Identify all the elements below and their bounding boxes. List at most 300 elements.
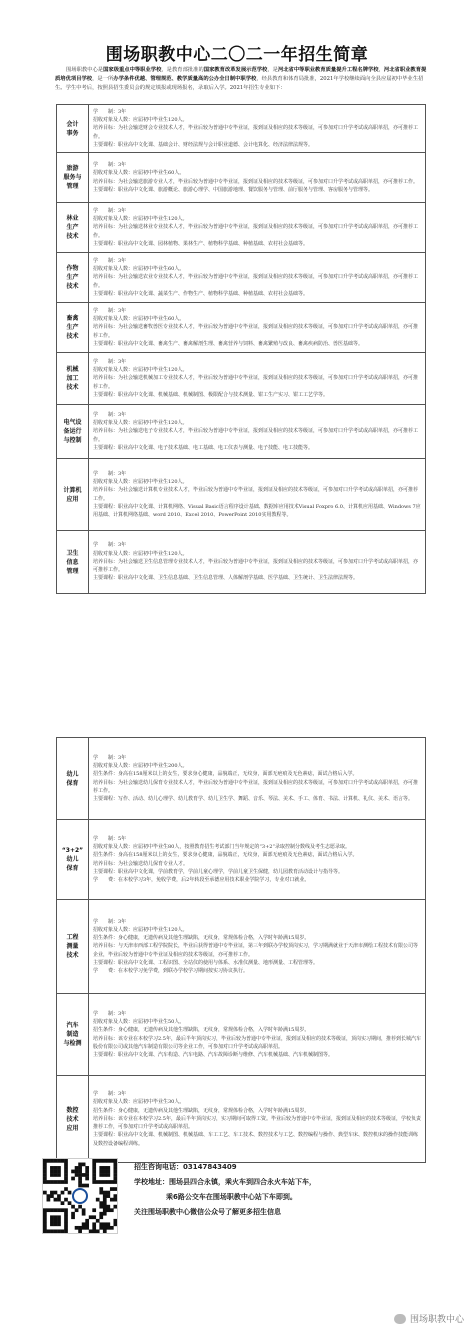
- major-detail-line: 培养目标：为社会输送电子专业技术人才，毕业后较为普通中专毕业证，报到证及相应的技术等级证，可参加对口升学考试或高职单招，亦可推荐工作。: [93, 428, 419, 443]
- qr-module: [57, 1173, 61, 1177]
- major-detail-line: 主要课程：职业高中文化课、基础会计、财经法规与会计职业道德、会计电算化、经济法律法规等。: [93, 141, 314, 148]
- qr-code-image: [42, 1158, 118, 1234]
- major-detail-line: 招生条件：身心健康，无遗传病及其他生理缺陷，无纹身，常规体检合格，入学时年龄满15周岁。: [93, 1107, 310, 1114]
- wechat-watermark: [394, 1312, 464, 1325]
- qr-module: [89, 1215, 93, 1219]
- qr-module: [110, 1159, 114, 1163]
- qr-module: [106, 1173, 110, 1177]
- qr-module: [85, 1226, 89, 1230]
- major-detail-line: 学 制：3年: [93, 108, 127, 115]
- major-detail-line: 培养目标：为社会输送财会专业技术人才，毕业后较为普通中专毕业证，报到证及相应的技术等级证，可参加对口升学考试或高职单招，亦可推荐工作。: [93, 125, 419, 140]
- qr-module: [96, 1159, 100, 1163]
- qr-module: [92, 1180, 96, 1184]
- qr-module: [99, 1187, 103, 1191]
- qr-module: [64, 1180, 68, 1184]
- major-name: 数控 技术 应用: [57, 1076, 89, 1162]
- qr-module: [64, 1219, 68, 1223]
- qr-module: [64, 1163, 68, 1167]
- major-detail-line: 培养目标：为社会输送幼儿保育专业人才。: [93, 860, 189, 867]
- major-details: [89, 353, 425, 404]
- qr-module: [47, 1198, 51, 1202]
- major-name: “3+2” 幼儿 保育: [57, 820, 89, 899]
- qr-module: [61, 1180, 65, 1184]
- qr-module: [50, 1215, 54, 1219]
- qr-module: [113, 1205, 117, 1209]
- qr-module: [92, 1215, 96, 1219]
- major-details: [89, 459, 425, 530]
- major-detail-line: 招收对象及人数：应届初中毕业生120人。: [93, 926, 188, 933]
- qr-module: [54, 1219, 58, 1223]
- intro-text: 围场职教中心是: [66, 67, 104, 73]
- qr-module: [57, 1229, 61, 1233]
- major-row: [57, 738, 425, 820]
- qr-module: [43, 1226, 47, 1230]
- qr-module: [89, 1229, 93, 1233]
- qr-module: [85, 1184, 89, 1188]
- qr-module: [92, 1173, 96, 1177]
- qr-module: [57, 1159, 61, 1163]
- qr-module: [82, 1208, 86, 1212]
- qr-module: [61, 1229, 65, 1233]
- qr-module: [92, 1163, 96, 1167]
- major-name: 幼儿 保育: [57, 738, 89, 819]
- major-details: [89, 994, 425, 1075]
- qr-module: [43, 1212, 47, 1216]
- major-row: [57, 820, 425, 900]
- major-detail-line: 主要课程：职业高中文化课、工程识图、全站仪的使用与体系、水准仪测量、地形测量、工程管理等。: [93, 959, 319, 966]
- major-row: [57, 105, 425, 153]
- major-detail-line: 学 制：3年: [93, 257, 127, 264]
- intro-highlight: 办学条件优越、管理规范、教学质量高的公办全日制中职学校: [113, 76, 257, 82]
- major-detail-line: 主要课程：职业高中文化课、卫生信息基础、卫生信息管理、人体解剖学基础、医学基础、卫生统计、卫生法律法规等。: [93, 575, 359, 582]
- intro-highlight: 河北省职业教育提质培优项目学校: [55, 67, 427, 82]
- major-detail-line: 培养目标：为社会输送畜牧兽医专业技术人才，毕业后较为普通中专毕业证，报到证及相应的技术等级证，可参加对口升学考试或高职单招，亦可推荐工作。: [93, 324, 419, 339]
- major-details: [89, 738, 425, 819]
- major-row: [57, 303, 425, 353]
- qr-module: [64, 1198, 68, 1202]
- qr-module: [78, 1205, 82, 1209]
- qr-module: [78, 1180, 82, 1184]
- qr-module: [106, 1170, 110, 1174]
- qr-module: [92, 1229, 96, 1233]
- qr-module: [54, 1180, 58, 1184]
- qr-module: [64, 1215, 68, 1219]
- major-detail-line: 招收对象及人数：应届初中毕业生120人。: [93, 216, 188, 223]
- qr-module: [50, 1159, 54, 1163]
- qr-module: [103, 1194, 107, 1198]
- qr-module: [57, 1219, 61, 1223]
- qr-module: [64, 1159, 68, 1163]
- major-row: [57, 405, 425, 459]
- qr-module: [50, 1173, 54, 1177]
- major-details: [89, 820, 425, 899]
- major-detail-line: 招收对象及人数：应届初中毕业生120人。: [93, 550, 188, 557]
- major-detail-line: 招收对象及人数：应届初中毕业生60人。: [93, 316, 185, 323]
- major-detail-line: 招生条件：身心健康，无遗传病及其他生理缺陷，无纹身，常规体检合格，入学时年龄满15周岁。: [93, 1027, 310, 1034]
- qr-module: [57, 1194, 61, 1198]
- major-detail-line: 主要课程：职业高中文化课、旅游概论、旅游心理学、中国旅游地理、餐饮服务与管理、前厅服务与管理、客房服务与管理等。: [93, 186, 374, 193]
- major-details: [89, 153, 425, 202]
- qr-module: [103, 1222, 107, 1226]
- qr-module: [99, 1173, 103, 1177]
- qr-module: [110, 1208, 114, 1212]
- qr-module: [103, 1159, 107, 1163]
- page-title: 围场职教中心二〇二一年招生简章: [105, 45, 369, 65]
- qr-module: [68, 1201, 72, 1205]
- majors-table-primary: [56, 104, 426, 594]
- qr-module: [110, 1180, 114, 1184]
- major-detail-line: 主要课程：职业高中文化课、机械基础、机械制图、极限配合与技术测量、钳工生产实习、钳工工艺学等。: [93, 391, 329, 398]
- school-logo-icon: [73, 1189, 87, 1203]
- major-name: 计算机 应用: [57, 459, 89, 530]
- qr-module: [92, 1208, 96, 1212]
- qr-module: [54, 1159, 58, 1163]
- major-detail-line: 学 制：3年: [93, 358, 127, 365]
- major-details: [89, 531, 425, 593]
- qr-module: [85, 1219, 89, 1223]
- qr-module: [78, 1184, 82, 1188]
- hotline-text: 招生咨询电话：03147843409: [134, 1163, 237, 1171]
- qr-module: [54, 1166, 58, 1170]
- qr-module: [43, 1177, 47, 1181]
- qr-module: [96, 1219, 100, 1223]
- major-details: [89, 303, 425, 352]
- qr-module: [82, 1173, 86, 1177]
- qr-module: [99, 1191, 103, 1195]
- qr-module: [103, 1208, 107, 1212]
- intro-highlight: 河北省中等职业教育质量提升工程名牌学校: [277, 67, 379, 73]
- qr-module: [47, 1159, 51, 1163]
- qr-module: [82, 1184, 86, 1188]
- major-detail-line: 学 制：3年: [93, 754, 127, 761]
- intro-paragraph: [55, 66, 427, 93]
- qr-module: [106, 1191, 110, 1195]
- major-details: [89, 405, 425, 458]
- major-detail-line: 招收对象及人数：应届初中毕业生50人。: [93, 1019, 185, 1026]
- major-detail-line: 学 制：3年: [93, 162, 127, 169]
- qr-module: [82, 1212, 86, 1216]
- major-row: [57, 900, 425, 994]
- intro-highlight: 国家教育改革发展示范学校: [203, 67, 268, 73]
- qr-module: [92, 1159, 96, 1163]
- qr-module: [106, 1205, 110, 1209]
- major-name: 机械 加工 技术: [57, 353, 89, 404]
- qr-module: [71, 1170, 75, 1174]
- qr-module: [43, 1215, 47, 1219]
- major-detail-line: 主要课程：职业高中文化课、汽车构造、汽车电路、汽车故障诊断与维修、汽车机械基础、汽车机械制图等。: [93, 1051, 334, 1058]
- major-detail-line: 培养目标：为社会输送幼儿保育专业技术人才，毕业后较为普通中专毕业证，报到证及相应的技术等级证，可参加对口升学考试或高职单招，亦可推荐工作。: [93, 779, 419, 794]
- major-details: [89, 900, 425, 993]
- major-detail-line: 招收对象及人数：应届初中毕业生60人。: [93, 170, 185, 177]
- qr-module: [50, 1222, 54, 1226]
- qr-module: [61, 1201, 65, 1205]
- major-row: [57, 203, 425, 253]
- qr-module: [103, 1191, 107, 1195]
- major-row: [57, 531, 425, 593]
- qr-module: [96, 1198, 100, 1202]
- major-name: 旅游 服务与 管理: [57, 153, 89, 202]
- qr-module: [78, 1166, 82, 1170]
- qr-module: [78, 1226, 82, 1230]
- major-name: 会计 事务: [57, 105, 89, 152]
- qr-module: [110, 1187, 114, 1191]
- qr-module: [85, 1173, 89, 1177]
- qr-module: [64, 1177, 68, 1181]
- qr-module: [113, 1166, 117, 1170]
- qr-module: [82, 1163, 86, 1167]
- major-name: 工程 测量 技术: [57, 900, 89, 993]
- qr-module: [103, 1212, 107, 1216]
- qr-module: [68, 1191, 72, 1195]
- qr-module: [50, 1229, 54, 1233]
- qr-module: [64, 1173, 68, 1177]
- major-detail-line: 培养目标：为社会输送计算机专业技术人才，毕业后较为普通中专毕业证，报到证及相应的技术等级证，可参加对口升学考试或高职单招，亦可推荐工作。: [93, 487, 419, 502]
- qr-module: [54, 1198, 58, 1202]
- qr-module: [92, 1177, 96, 1181]
- qr-module: [103, 1226, 107, 1230]
- major-detail-line: 主要课程：职业高中文化课、机械制图、机械基础、车工工艺、车工技术、数控技术与工艺、数控编程与操作、典型车床、数控机床的操作技能训练及数控设备编程训练。: [93, 1132, 419, 1147]
- major-detail-line: 学 制：5年: [93, 835, 127, 842]
- qr-module: [106, 1159, 110, 1163]
- qr-module: [103, 1229, 107, 1233]
- qr-module: [78, 1170, 82, 1174]
- qr-module: [57, 1198, 61, 1202]
- qr-module: [54, 1208, 58, 1212]
- qr-module: [96, 1180, 100, 1184]
- qr-module: [64, 1187, 68, 1191]
- major-detail-line: 招收对象及人数：应届初中毕业生120人。: [93, 420, 188, 427]
- major-row: [57, 153, 425, 203]
- qr-module: [43, 1163, 47, 1167]
- qr-module: [43, 1219, 47, 1223]
- qr-module: [75, 1226, 79, 1230]
- qr-module: [85, 1222, 89, 1226]
- major-detail-line: 招收对象及人数：应届初中毕业生60人。: [93, 266, 185, 273]
- qr-module: [113, 1198, 117, 1202]
- qr-module: [113, 1159, 117, 1163]
- major-detail-line: 主要课程：职业高中文化课、电子技术基础、电工基础、电工仪表与测量、电子技能、电工技能等。: [93, 444, 314, 451]
- major-detail-line: 主要课程：写作、活动、幼儿心理学、幼儿教育学、幼儿卫生学、舞蹈、音乐、琴法、美术、手工、体育、书法、计算机、礼仪、美术、语言等。: [93, 795, 414, 802]
- major-detail-line: 培养目标：为社会输送卫生信息管理专业技术人才，毕业后较为普通中专毕业证，报到证及相应的技术等级证，可参加对口升学考试或高职单招，亦可推荐工作。: [93, 558, 419, 574]
- qr-module: [103, 1173, 107, 1177]
- qr-module: [99, 1226, 103, 1230]
- major-detail-line: 招生条件：身高在158厘米以上的女生，要求身心健康，品貌端正，无纹身，面部无疤痕及无色素痣，面试合格后入学。: [93, 771, 358, 778]
- major-detail-line: 主要课程：职业高中文化课、计算机网络、Visual Basic语言程序设计基础、数据库应用技术Visual Foxpro 6.0、计算机应用基础、Windows 7应用基础、计算机网络基础、word 2010、Excel 2010、PowerPoint 2010实用教程等。: [93, 503, 421, 518]
- follow-text: 关注围场职教中心微信公众号了解更多招生信息: [134, 1208, 281, 1216]
- qr-module: [96, 1229, 100, 1233]
- qr-module: [78, 1163, 82, 1167]
- qr-module: [78, 1173, 82, 1177]
- qr-module: [54, 1215, 58, 1219]
- qr-module: [64, 1212, 68, 1216]
- major-details: [89, 105, 425, 152]
- qr-module: [71, 1177, 75, 1181]
- qr-module: [106, 1180, 110, 1184]
- qr-module: [82, 1222, 86, 1226]
- qr-module: [113, 1173, 117, 1177]
- major-detail-line: 招收对象及人数：应届初中毕业生30人。: [93, 1099, 185, 1106]
- qr-module: [103, 1180, 107, 1184]
- intro-text: ，: [378, 67, 384, 73]
- intro-text: ，经县教育和体育局批准，2021年学校继续面向全县应届初中毕业生招生。学生中考后，按照县招生委员会的规定填报或现场报名，录取后入学。2021年招生专业如下：: [55, 76, 424, 91]
- qr-module: [47, 1180, 51, 1184]
- qr-module: [113, 1177, 117, 1181]
- major-detail-line: 学 制：3年: [93, 207, 127, 214]
- qr-module: [106, 1222, 110, 1226]
- qr-module: [99, 1201, 103, 1205]
- qr-module: [103, 1170, 107, 1174]
- qr-module: [106, 1194, 110, 1198]
- qr-module: [99, 1205, 103, 1209]
- qr-module: [57, 1208, 61, 1212]
- qr-module: [64, 1222, 68, 1226]
- qr-module: [99, 1166, 103, 1170]
- footer: [0, 1140, 474, 1260]
- qr-module: [75, 1173, 79, 1177]
- qr-module: [99, 1212, 103, 1216]
- major-detail-line: 学 制：3年: [93, 411, 127, 418]
- major-row: [57, 353, 425, 405]
- major-row: [57, 459, 425, 531]
- major-name: 电气设 备运行 与控制: [57, 405, 89, 458]
- qr-module: [113, 1222, 117, 1226]
- major-detail-line: 培养目标：为社会输送林业专业技术人才，毕业后较为普通中专毕业证，报到证及相应的技术等级证，可参加对口升学考试或高职单招，亦可推荐工作。: [93, 224, 419, 239]
- major-detail-line: 主要课程：职业高中文化课、蔬菜生产、作物生产、植物科学基础、种植基础、农村社会基础等。: [93, 290, 309, 297]
- qr-module: [75, 1166, 79, 1170]
- qr-module: [43, 1166, 47, 1170]
- qr-module: [85, 1177, 89, 1181]
- qr-module: [103, 1205, 107, 1209]
- qr-module: [78, 1229, 82, 1233]
- qr-module: [57, 1222, 61, 1226]
- qr-module: [57, 1170, 61, 1174]
- major-detail-line: 招生条件：身高在158厘米以上的女生，要求身心健康，品貌端正，无纹身，面部无疤痕及无色素痣，面试合格后入学。: [93, 852, 358, 859]
- qr-module: [113, 1219, 117, 1223]
- major-detail-line: 培养目标：为社会输送机械加工专业技术人才，毕业后较为普通中专毕业证，报到证及相应的技术等级证，可参加对口升学考试或高职单招，亦可推荐工作。: [93, 375, 419, 390]
- qr-module: [43, 1191, 47, 1195]
- address-text: 学校地址：围场县四合永镇，乘火车到四合永火车站下车，: [134, 1178, 316, 1186]
- qr-module: [82, 1226, 86, 1230]
- qr-module: [110, 1226, 114, 1230]
- qr-module: [85, 1166, 89, 1170]
- qr-module: [106, 1166, 110, 1170]
- contact-info: [134, 1160, 444, 1220]
- major-row: [57, 994, 425, 1076]
- intro-text: ，是教育部批准的: [161, 67, 204, 73]
- qr-module: [92, 1166, 96, 1170]
- qr-module: [47, 1194, 51, 1198]
- qr-module: [110, 1198, 114, 1202]
- qr-module: [50, 1194, 54, 1198]
- major-row: [57, 253, 425, 303]
- qr-module: [103, 1201, 107, 1205]
- qr-module: [92, 1222, 96, 1226]
- qr-module: [61, 1191, 65, 1195]
- qr-module: [99, 1170, 103, 1174]
- major-detail-line: 培养目标：该专业在本校学习2.5年，最后半年顶岗实习，实习期间可取得工资。毕业后较为普通中专毕业证，报到证及相应的技术等级证，学校负责推荐工作，可参加对口升学考试或高职单招。: [93, 1115, 421, 1131]
- qr-module: [64, 1208, 68, 1212]
- major-detail-line: 学 费：在本校学习3年，免收学费，后2年转段至承德应用技术职业学院学习，专业对口就业。: [93, 876, 310, 883]
- qr-module: [113, 1194, 117, 1198]
- major-detail-line: 学 制：3年: [93, 542, 127, 549]
- majors-table-secondary: [56, 737, 426, 1163]
- major-detail-line: 招收对象及人数：应届初中毕业生120人。: [93, 367, 188, 374]
- qr-module: [92, 1226, 96, 1230]
- qr-module: [43, 1159, 47, 1163]
- major-detail-line: 学 制：3年: [93, 918, 127, 925]
- qr-module: [50, 1219, 54, 1223]
- major-detail-line: 招收对象及人数：应届初中毕业生120人。: [93, 479, 188, 486]
- qr-code-icon: [43, 1159, 117, 1233]
- major-detail-line: 招收对象及人数：应届初中毕业生80人，按照教育招生考试部门当年规定的“3+2”录取控制分数线及考生志愿录取。: [93, 844, 351, 851]
- qr-module: [50, 1180, 54, 1184]
- qr-module: [57, 1180, 61, 1184]
- major-detail-line: 培养目标：为社会输送旅游专业人才，毕业后较为普通中专毕业证，报到证及相应的技术等级证，可参加对口升学考试或高职单招，亦可推荐工作。: [93, 178, 419, 185]
- qr-module: [54, 1191, 58, 1195]
- qr-module: [99, 1215, 103, 1219]
- qr-module: [47, 1229, 51, 1233]
- major-details: [89, 253, 425, 302]
- qr-module: [92, 1170, 96, 1174]
- major-detail-line: 学 制：3年: [93, 307, 127, 314]
- watermark-text: 围场职教中心: [409, 1315, 464, 1325]
- qr-module: [43, 1208, 47, 1212]
- qr-module: [113, 1163, 117, 1167]
- intro-highlight: 国家级重点中等职业学校: [103, 67, 162, 73]
- qr-module: [103, 1166, 107, 1170]
- major-detail-line: 培养目标：为社会输送农业专业技术人才，毕业后较为普通中专毕业证，报到证及相应的技术等级证，可参加对口升学考试或高职单招，亦可推荐工作。: [93, 274, 419, 289]
- qr-module: [54, 1222, 58, 1226]
- major-detail-line: 招收对象及人数：应届初中毕业生120人。: [93, 117, 188, 124]
- qr-module: [54, 1229, 58, 1233]
- qr-module: [50, 1170, 54, 1174]
- qr-module: [64, 1229, 68, 1233]
- major-detail-line: 培养目标：与天津市西部工程学院院长，毕业后获得普通中专毕业证，第三年到联办学校顶岗实习，学习期满就业于天津市测绘工程技术有限公司等企业，毕业后较为普通中专毕业证及相应的技术等级证，亦可推荐工作。: [93, 943, 419, 958]
- qr-module: [50, 1208, 54, 1212]
- intro-text: ，是: [267, 67, 278, 73]
- qr-module: [113, 1170, 117, 1174]
- qr-module: [99, 1180, 103, 1184]
- qr-module: [43, 1229, 47, 1233]
- qr-module: [106, 1226, 110, 1230]
- major-detail-line: 招生条件：身心健康，无遗传病及其他生理缺陷，无纹身，常规体检合格，入学时年龄满15周岁。: [93, 935, 310, 942]
- qr-module: [57, 1166, 61, 1170]
- qr-module: [71, 1212, 75, 1216]
- wechat-icon: [394, 1314, 406, 1324]
- qr-module: [47, 1208, 51, 1212]
- major-name: 林业 生产 技术: [57, 203, 89, 252]
- major-detail-line: 主要课程：职业高中文化课、畜禽生产、畜禽解剖生理、畜禽营养与饲料、畜禽繁殖与改良、畜禽疾病防治、兽医基础等。: [93, 340, 364, 347]
- qr-module: [71, 1205, 75, 1209]
- qr-module: [50, 1191, 54, 1195]
- qr-module: [54, 1173, 58, 1177]
- qr-module: [64, 1226, 68, 1230]
- qr-module: [75, 1208, 79, 1212]
- qr-module: [61, 1208, 65, 1212]
- qr-module: [71, 1215, 75, 1219]
- qr-module: [43, 1173, 47, 1177]
- qr-module: [54, 1170, 58, 1174]
- qr-module: [99, 1222, 103, 1226]
- qr-module: [78, 1177, 82, 1181]
- qr-module: [113, 1187, 117, 1191]
- major-name: 卫生 信息 管理: [57, 531, 89, 593]
- qr-module: [64, 1166, 68, 1170]
- qr-module: [103, 1198, 107, 1202]
- major-detail-line: 招收对象及人数：应届初中毕业生200人。: [93, 763, 188, 770]
- qr-module: [64, 1170, 68, 1174]
- qr-module: [113, 1180, 117, 1184]
